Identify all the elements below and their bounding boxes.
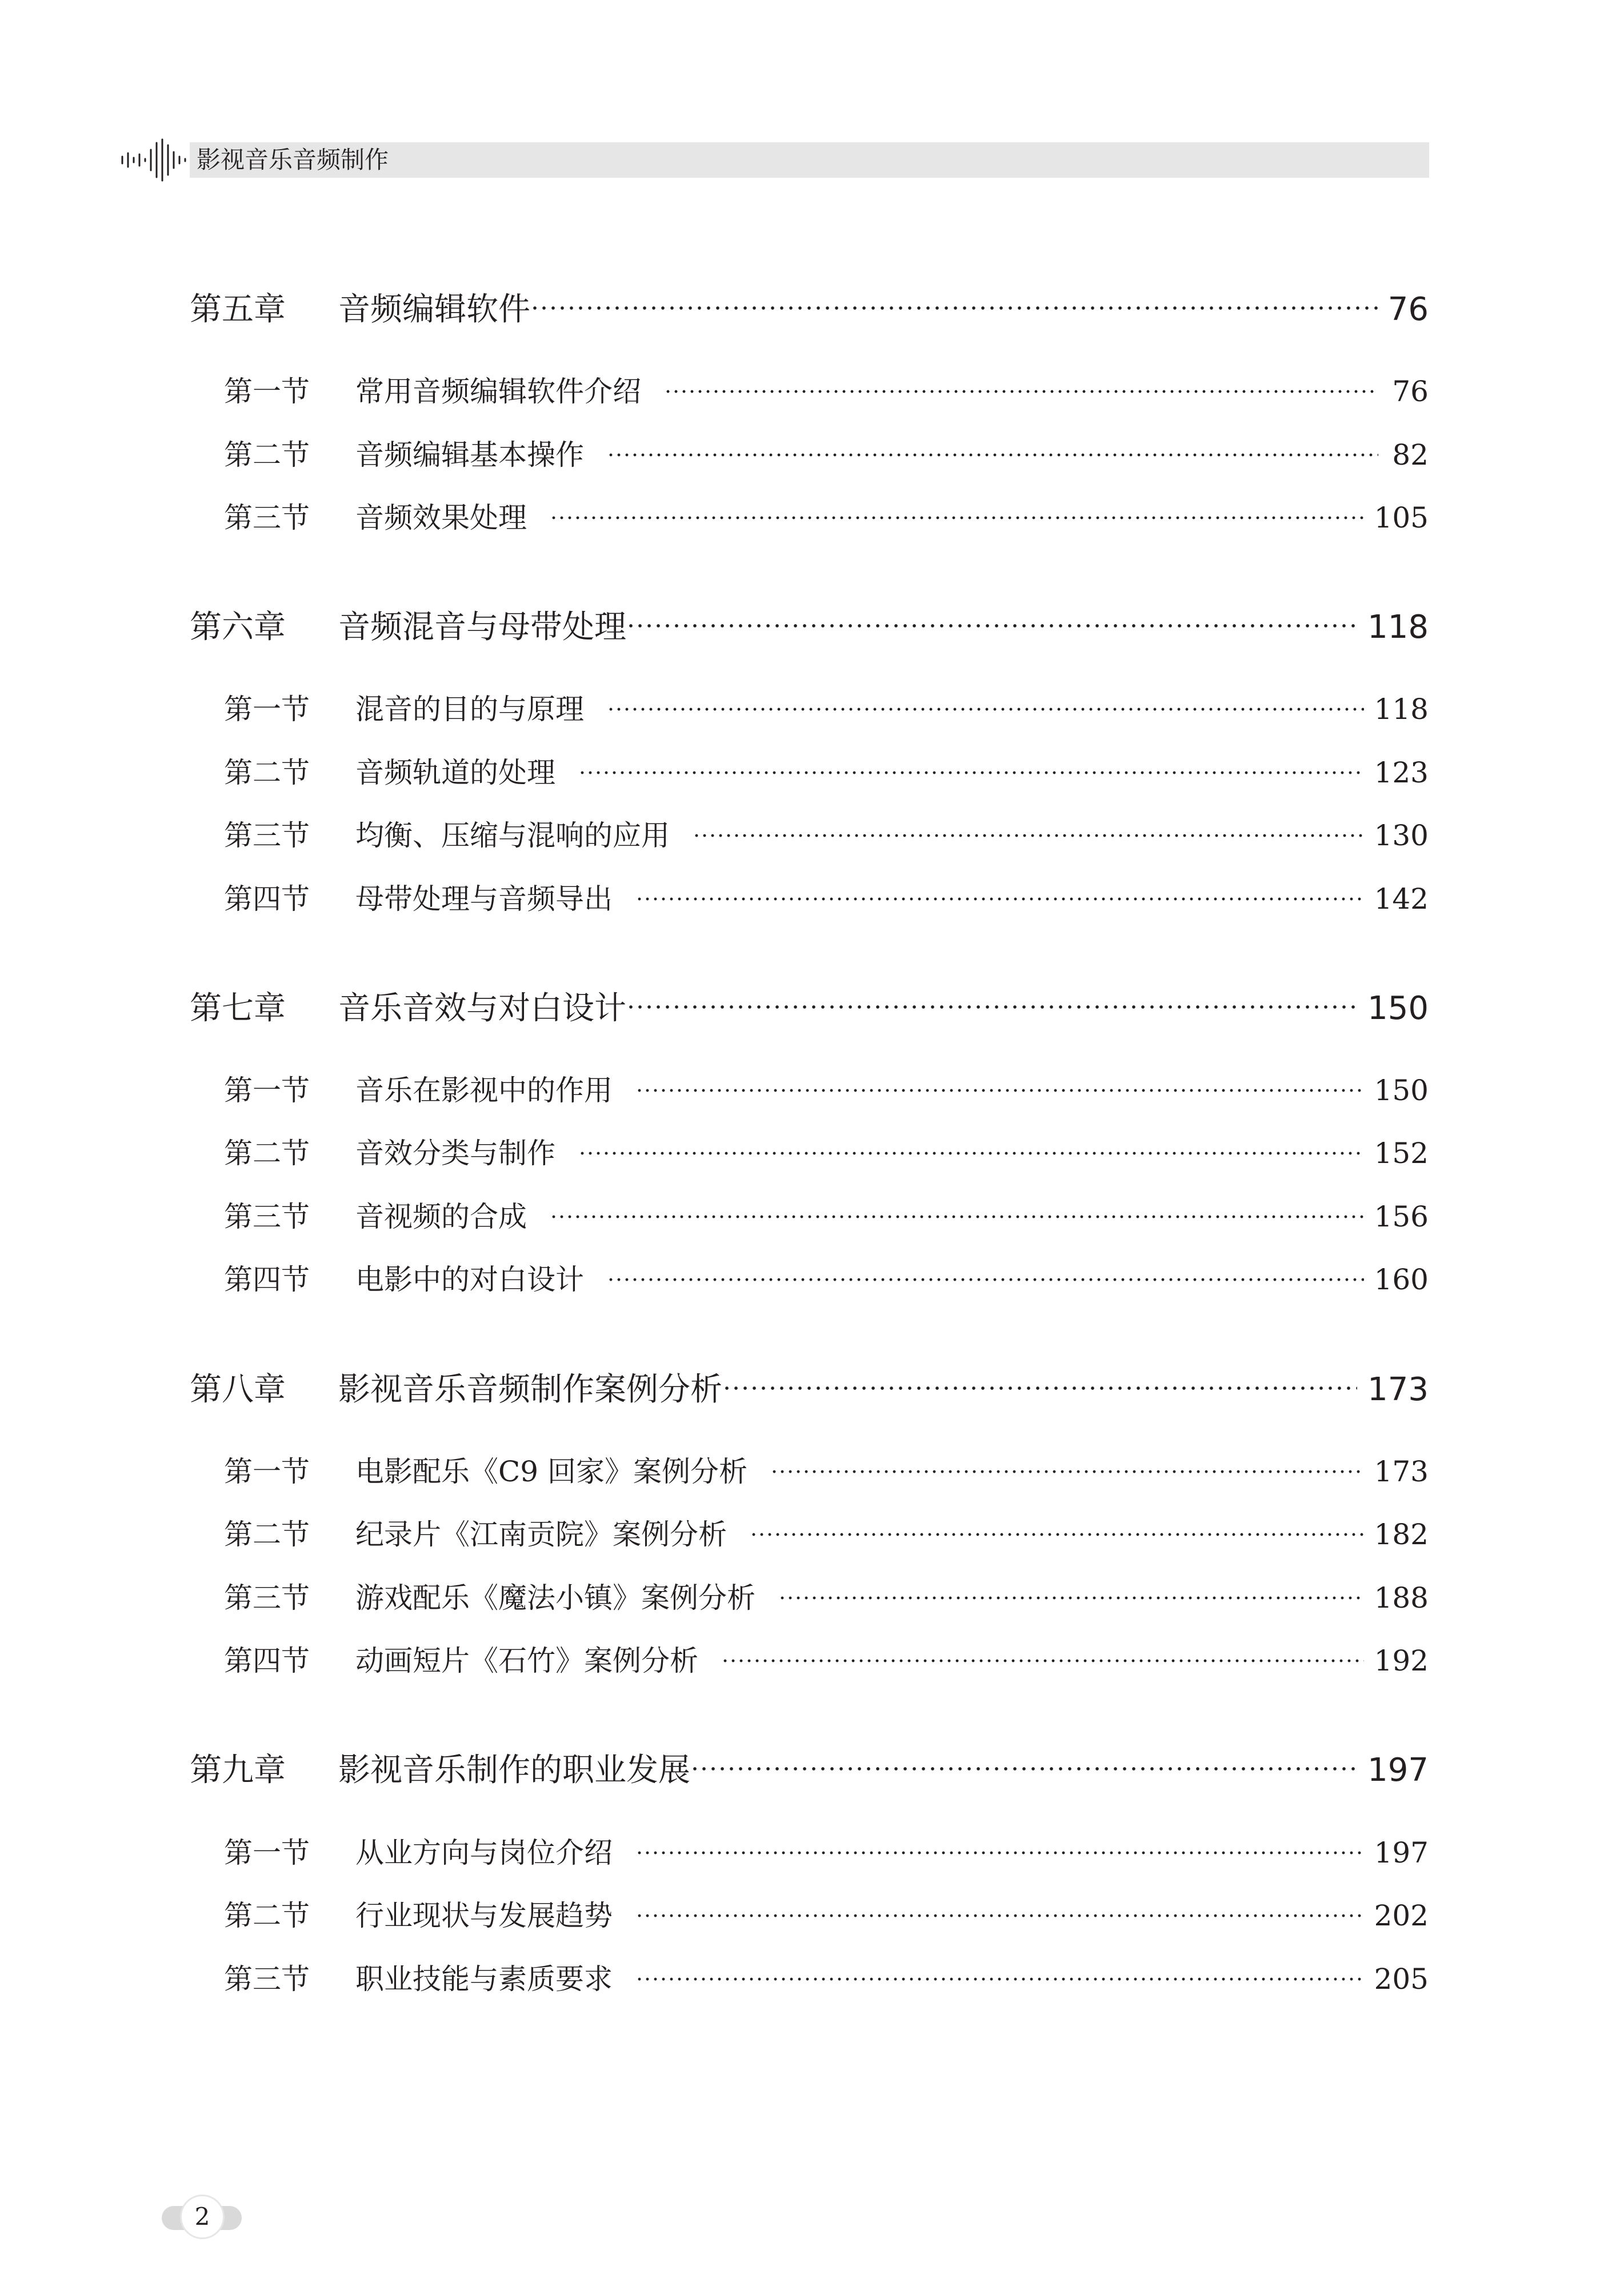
section-page-number: 188: [1374, 1581, 1429, 1614]
section-label: 第二节: [224, 756, 310, 789]
toc-section-entry[interactable]: [224, 1575, 1429, 1621]
toc-section-entry[interactable]: [224, 1893, 1429, 1939]
section-title: 职业技能与素质要求: [355, 1963, 613, 1996]
toc-chapter-entry[interactable]: [190, 1364, 1429, 1416]
section-label: 第三节: [224, 1581, 310, 1614]
dot-leader: [626, 623, 1357, 629]
section-page-number: 150: [1374, 1074, 1429, 1107]
section-title: 混音的目的与原理: [355, 693, 584, 726]
section-page-number: 205: [1374, 1963, 1429, 1996]
chapter-label: 第七章: [190, 990, 286, 1027]
dot-leader: [690, 1766, 1357, 1772]
dot-leader: [693, 833, 1364, 838]
sound-wave-icon: [119, 137, 190, 183]
toc-section-entry[interactable]: [224, 1956, 1429, 2002]
chapter-title: 音乐音效与对白设计: [338, 990, 626, 1027]
dot-leader: [721, 1658, 1364, 1664]
dot-leader: [635, 896, 1364, 902]
section-title: 电影中的对白设计: [355, 1263, 584, 1296]
chapter-label: 第五章: [190, 291, 286, 328]
section-title: 音效分类与制作: [355, 1137, 555, 1170]
dot-leader: [635, 1850, 1364, 1856]
dot-leader: [750, 1532, 1364, 1537]
section-label: 第三节: [224, 501, 310, 534]
toc-section-entry[interactable]: [224, 1257, 1429, 1302]
dot-leader: [635, 1088, 1364, 1093]
toc-section-entry[interactable]: [224, 1449, 1429, 1494]
section-label: 第三节: [224, 819, 310, 852]
toc-section-entry[interactable]: [224, 1638, 1429, 1684]
section-label: 第二节: [224, 438, 310, 471]
dot-leader: [778, 1595, 1364, 1601]
running-header-title: 影视音乐音频制作: [197, 146, 389, 174]
chapter-page-number: 197: [1367, 1752, 1429, 1789]
chapter-label: 第六章: [190, 609, 286, 646]
section-label: 第三节: [224, 1200, 310, 1233]
dot-leader: [607, 1277, 1364, 1282]
section-title: 电影配乐《C9 回家》案例分析: [355, 1455, 747, 1488]
section-title: 音频编辑基本操作: [355, 438, 584, 471]
toc-section-entry[interactable]: [224, 369, 1429, 414]
chapter-title: 影视音乐音频制作案例分析: [338, 1371, 722, 1408]
dot-leader: [770, 1469, 1364, 1474]
page-number: 2: [180, 2195, 225, 2239]
toc-section-entry[interactable]: [224, 495, 1429, 541]
dot-leader: [578, 770, 1364, 776]
section-label: 第一节: [224, 1836, 310, 1869]
dot-leader: [550, 515, 1364, 521]
section-title: 音频效果处理: [355, 501, 527, 534]
chapter-page-number: 118: [1367, 609, 1429, 646]
section-page-number: 130: [1374, 819, 1429, 852]
section-title: 音乐在影视中的作用: [355, 1074, 613, 1107]
dot-leader: [664, 389, 1378, 394]
section-label: 第一节: [224, 693, 310, 726]
section-title: 游戏配乐《魔法小镇》案例分析: [355, 1581, 755, 1614]
chapter-label: 第九章: [190, 1752, 286, 1789]
section-label: 第四节: [224, 882, 310, 916]
section-title: 动画短片《石竹》案例分析: [355, 1644, 698, 1677]
chapter-page-number: 173: [1367, 1371, 1429, 1408]
section-title: 从业方向与岗位介绍: [355, 1836, 613, 1869]
toc-section-entry[interactable]: [224, 1068, 1429, 1113]
chapter-title: 音频编辑软件: [338, 291, 530, 328]
section-page-number: 156: [1374, 1200, 1429, 1233]
section-label: 第一节: [224, 1074, 310, 1107]
section-page-number: 123: [1374, 756, 1429, 789]
section-page-number: 173: [1374, 1455, 1429, 1488]
toc-section-entry[interactable]: [224, 1830, 1429, 1876]
toc-section-entry[interactable]: [224, 1194, 1429, 1240]
section-title: 母带处理与音频导出: [355, 882, 613, 916]
toc-chapter-entry[interactable]: [190, 284, 1429, 335]
dot-leader: [530, 305, 1378, 311]
dot-leader: [550, 1214, 1364, 1220]
dot-leader: [578, 1150, 1364, 1156]
toc-section-entry[interactable]: [224, 876, 1429, 922]
section-title: 行业现状与发展趋势: [355, 1899, 613, 1932]
section-title: 音频轨道的处理: [355, 756, 555, 789]
section-title: 常用音频编辑软件介绍: [355, 375, 641, 408]
chapter-title: 音频混音与母带处理: [338, 609, 626, 646]
dot-leader: [635, 1913, 1364, 1919]
toc-section-entry[interactable]: [224, 813, 1429, 858]
section-label: 第四节: [224, 1644, 310, 1677]
section-label: 第二节: [224, 1899, 310, 1932]
section-page-number: 182: [1374, 1518, 1429, 1551]
toc-chapter-entry[interactable]: [190, 1745, 1429, 1796]
section-page-number: 202: [1374, 1899, 1429, 1932]
section-page-number: 142: [1374, 882, 1429, 916]
dot-leader: [626, 1004, 1357, 1010]
toc-section-entry[interactable]: [224, 1130, 1429, 1176]
section-label: 第一节: [224, 375, 310, 408]
chapter-title: 影视音乐制作的职业发展: [338, 1752, 690, 1789]
section-page-number: 197: [1374, 1836, 1429, 1869]
chapter-page-number: 76: [1387, 291, 1429, 328]
section-page-number: 82: [1392, 438, 1429, 471]
toc-section-entry[interactable]: [224, 750, 1429, 796]
section-title: 纪录片《江南贡院》案例分析: [355, 1518, 727, 1551]
section-page-number: 76: [1392, 375, 1429, 408]
dot-leader: [607, 452, 1378, 458]
chapter-label: 第八章: [190, 1371, 286, 1408]
chapter-page-number: 150: [1367, 990, 1429, 1027]
toc-chapter-entry[interactable]: [190, 983, 1429, 1034]
section-page-number: 192: [1374, 1644, 1429, 1677]
section-label: 第四节: [224, 1263, 310, 1296]
section-label: 第二节: [224, 1137, 310, 1170]
toc-section-entry[interactable]: [224, 686, 1429, 732]
section-title: 均衡、压缩与混响的应用: [355, 819, 670, 852]
section-label: 第一节: [224, 1455, 310, 1488]
toc-chapter-entry[interactable]: [190, 602, 1429, 653]
section-page-number: 160: [1374, 1263, 1429, 1296]
page-number-badge: [162, 2195, 242, 2241]
section-title: 音视频的合成: [355, 1200, 527, 1233]
toc-section-entry[interactable]: [224, 1512, 1429, 1557]
toc-section-entry[interactable]: [224, 432, 1429, 478]
section-page-number: 152: [1374, 1137, 1429, 1170]
section-page-number: 105: [1374, 501, 1429, 534]
section-label: 第二节: [224, 1518, 310, 1551]
dot-leader: [635, 1976, 1364, 1982]
section-label: 第三节: [224, 1963, 310, 1996]
dot-leader: [722, 1385, 1357, 1391]
dot-leader: [607, 706, 1364, 712]
section-page-number: 118: [1374, 693, 1429, 726]
